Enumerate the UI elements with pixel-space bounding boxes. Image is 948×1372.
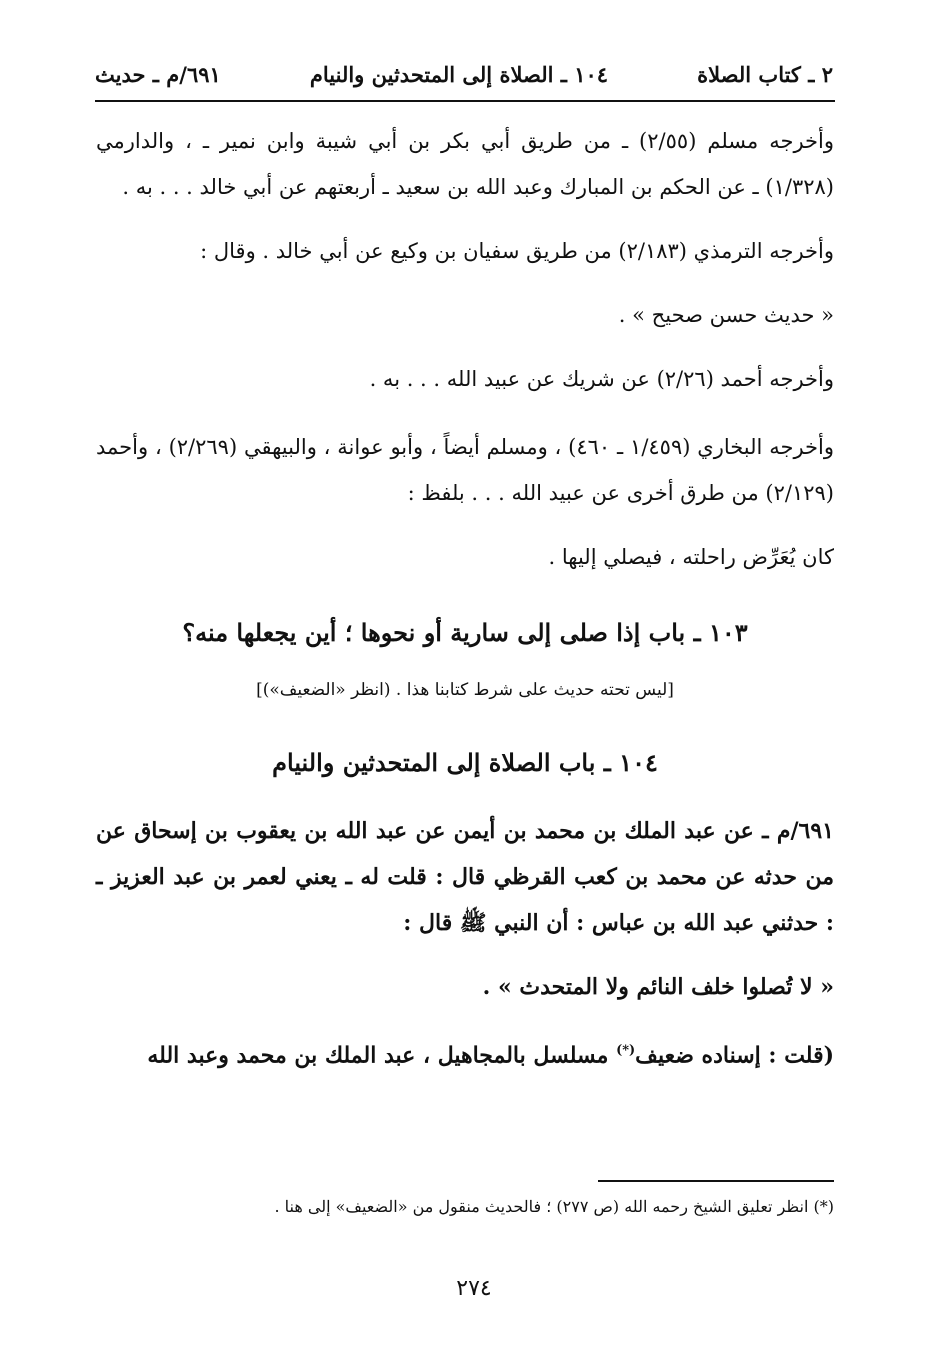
footnote-rule <box>598 1180 834 1182</box>
header-chapter-title: ١٠٤ ـ الصلاة إلى المتحدثين والنيام <box>309 62 609 87</box>
main-text <box>96 118 834 1078</box>
paragraph-tirmidhi: وأخرجه الترمذي (٢/١٨٣) من طريق سفيان بن وكيع عن أبي خالد . وقال : <box>200 239 834 263</box>
chapter-104-title: ١٠٤ ـ باب الصلاة إلى المتحدثين والنيام <box>272 748 658 777</box>
comment-start: (قلت : إسناده ضعيف <box>635 1042 834 1069</box>
header-hadith-ref: ٦٩١/م ـ حديث <box>95 62 221 87</box>
chapter-103-title: ١٠٣ ـ باب إذا صلى إلى سارية أو نحوها ؛ أين يجعلها منه؟ <box>182 618 748 647</box>
paragraph-bukhari: وأخرجه البخاري (١/٤٥٩ ـ ٤٦٠) ، ومسلم أيضاً ، وأبو عوانة ، والبيهقي (٢/٢٦٩) ، وأحمد (٢/١٢٩) من طرق أخرى عن عبيد الله . . . بلفظ : <box>96 435 834 505</box>
footnote-marker[interactable]: (*) <box>616 1043 636 1058</box>
footnote: (*) انظر تعليق الشيخ رحمه الله (ص ٢٧٧) ؛ فالحديث منقول من «الضعيف» إلى هنا . <box>274 1197 834 1216</box>
header-book-title: ٢ ـ كتاب الصلاة <box>697 62 833 87</box>
comment-rest: مسلسل بالمجاهيل ، عبد الملك بن محمد وعبد الله <box>147 1042 617 1069</box>
hadith-691-quote: « لا تُصلوا خلف النائم ولا المتحدث » . <box>482 974 834 1000</box>
paragraph-wording: كان يُعَرِّض راحلته ، فيصلي إليها . <box>548 545 834 569</box>
hadith-691-text: ٦٩١/م ـ عن عبد الملك بن محمد بن أيمن عن عبد الله بن يعقوب بن إسحاق عن من حدثه عن محمد بن كعب القرظي قال : قلت له ـ يعني لعمر بن عبد العزيز ـ : حدثني عبد الله بن عباس : أن النبي ﷺ قال : <box>96 818 834 936</box>
header-rule <box>95 100 835 102</box>
paragraph-ahmad: وأخرجه أحمد (٢/٢٦) عن شريك عن عبيد الله . . . به . <box>369 367 834 391</box>
paragraph-grading: « حديث حسن صحيح » . <box>618 303 834 327</box>
author-comment <box>96 1028 834 1078</box>
running-header <box>95 62 833 87</box>
page-number: ٢٧٤ <box>456 1276 492 1301</box>
paragraph-muslim: وأخرجه مسلم (٢/٥٥) ـ من طريق أبي بكر بن أبي شيبة وابن نمير ـ ، والدارمي (١/٣٢٨) ـ عن الحكم بن المبارك وعبد الله بن سعيد ـ أربعتهم عن أبي خالد . . . به . <box>96 129 834 199</box>
chapter-103-note: [ليس تحته حديث على شرط كتابنا هذا . (انظر «الضعيف»)] <box>256 680 674 700</box>
